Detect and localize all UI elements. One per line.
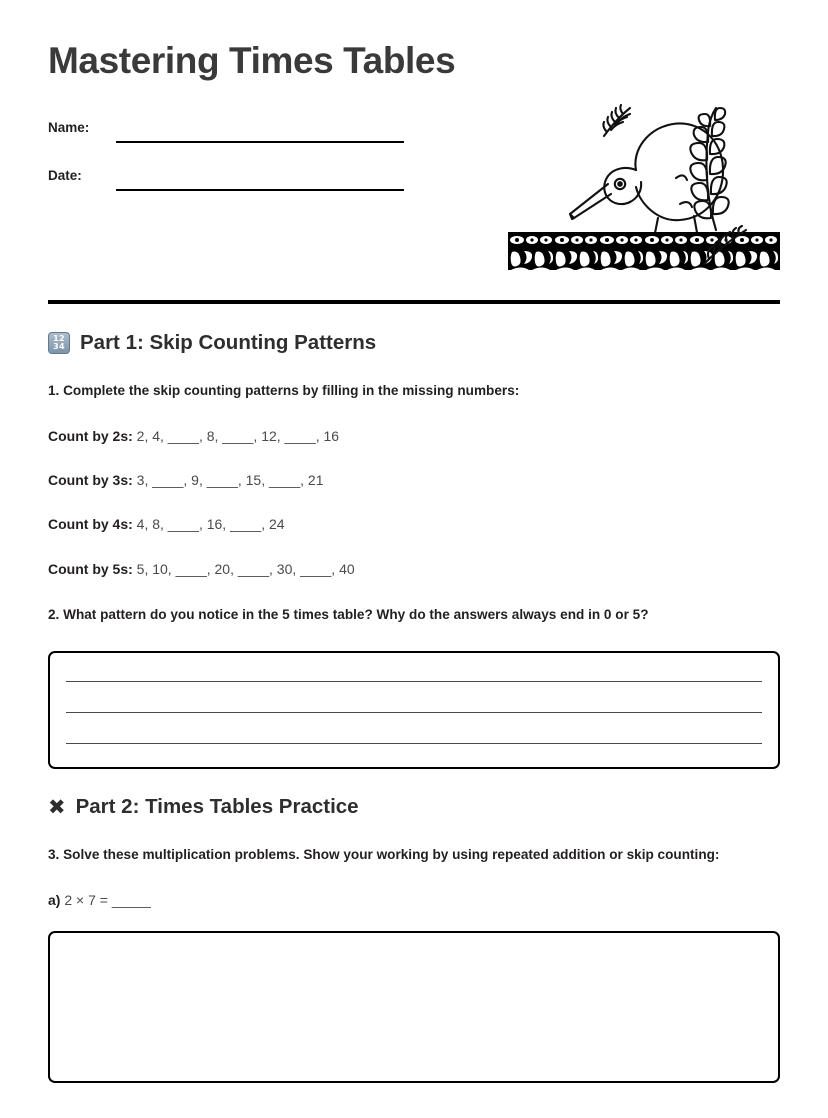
part-1-heading: [48, 332, 780, 354]
input-numbers-icon: 12 34: [48, 332, 70, 354]
part-2-title: Part 2: Times Tables Practice: [75, 795, 359, 819]
count-by-5s-label: Count by 5s:: [48, 560, 133, 577]
skip-count-row-3s: [48, 471, 780, 489]
question-1-text: 1. Complete the skip counting patterns by filling in the missing numbers:: [48, 383, 520, 398]
question-2-text: 2. What pattern do you notice in the 5 times table? Why do the answers always end in 0 or 5?: [48, 606, 649, 622]
writing-line[interactable]: [66, 712, 762, 713]
problem-a: [48, 891, 780, 909]
page-title: Mastering Times Tables: [48, 40, 456, 81]
skip-count-row-5s: [48, 560, 780, 578]
count-by-4s-sequence[interactable]: 4, 8, ____, 16, ____, 24: [136, 516, 285, 533]
worksheet-header: [0, 0, 828, 300]
part-1-title: Part 1: Skip Counting Patterns: [80, 330, 377, 354]
writing-line[interactable]: [66, 743, 762, 744]
count-by-3s-label: Count by 3s:: [48, 472, 133, 489]
name-field-label: Name:: [48, 120, 90, 136]
maori-border-pattern: [508, 232, 780, 270]
count-by-2s-sequence[interactable]: 2, 4, ____, 8, ____, 12, ____, 16: [136, 428, 340, 445]
date-input-line[interactable]: [116, 189, 404, 191]
problem-a-expression[interactable]: 2 × 7 = _____: [64, 891, 151, 908]
problem-a-tag: a): [48, 891, 61, 908]
problem-a-working-box[interactable]: [48, 931, 780, 1083]
worksheet-body: [0, 332, 828, 1083]
header-divider: [48, 300, 780, 304]
count-by-4s-label: Count by 4s:: [48, 516, 133, 533]
date-field-label: Date:: [48, 168, 82, 184]
multiplication-x-icon: ✖: [48, 794, 66, 819]
skip-count-row-2s: [48, 427, 780, 445]
count-by-5s-sequence[interactable]: 5, 10, ____, 20, ____, 30, ____, 40: [136, 560, 355, 577]
name-input-line[interactable]: [116, 141, 404, 143]
question-3-text: 3. Solve these multiplication problems. Show your working by using repeated addition or skip counting:: [48, 846, 720, 862]
kiwi-bird-illustration: [508, 92, 780, 270]
skip-count-row-4s: [48, 515, 780, 533]
count-by-3s-sequence[interactable]: 3, ____, 9, ____, 15, ____, 21: [136, 472, 324, 489]
part-2-heading: [48, 794, 780, 819]
question-2-answer-box[interactable]: [48, 651, 780, 769]
writing-line[interactable]: [66, 681, 762, 682]
count-by-2s-label: Count by 2s:: [48, 428, 133, 445]
